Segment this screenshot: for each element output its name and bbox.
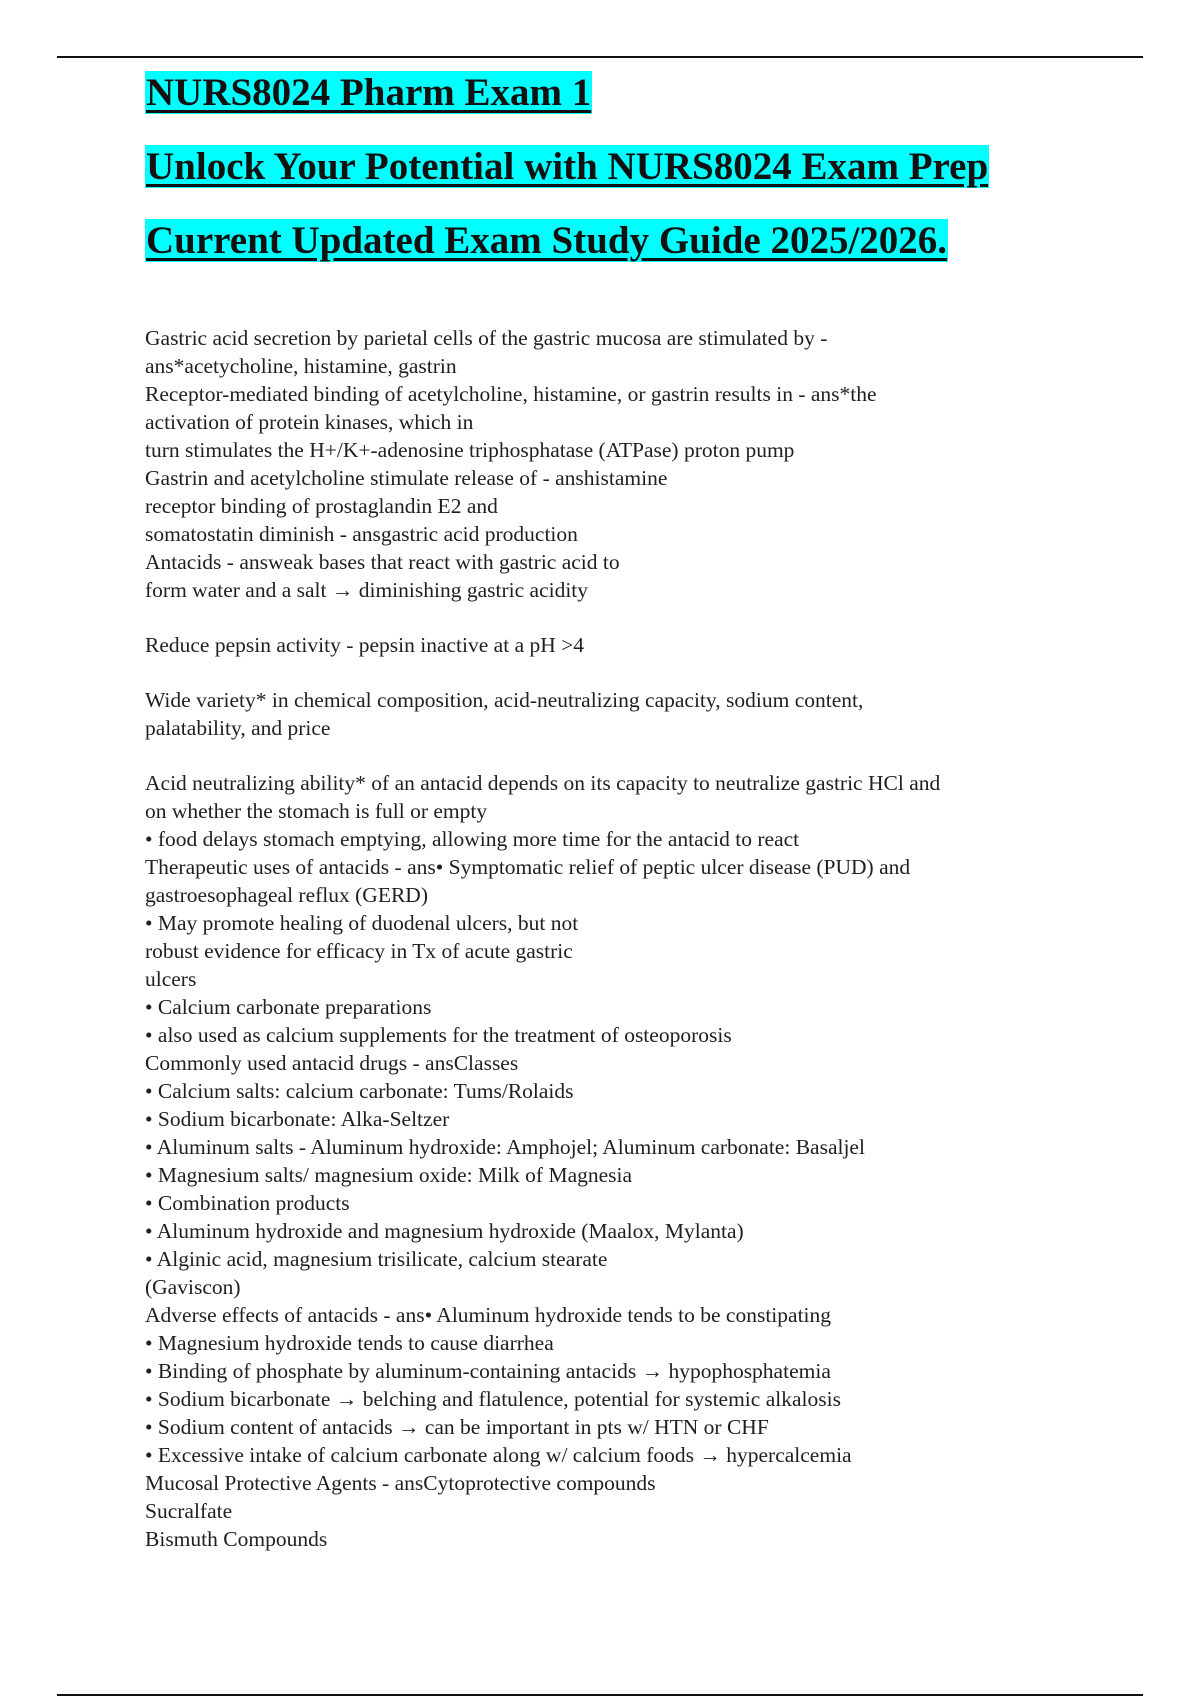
text-line: Bismuth Compounds — [145, 1527, 328, 1551]
text-line: robust evidence for efficacy in Tx of acute gastric — [145, 939, 573, 963]
text-line: • Sodium content of antacids → can be important in pts w/ HTN or CHF — [145, 1415, 769, 1439]
title-line-1 — [145, 68, 1125, 142]
text-line: • May promote healing of duodenal ulcers, but not — [145, 911, 579, 935]
text-line: Antacids - answeak bases that react with gastric acid to — [145, 550, 620, 574]
top-rule — [57, 56, 1143, 58]
text-line: (Gaviscon) — [145, 1275, 241, 1299]
text-line: ulcers — [145, 967, 197, 991]
text-line: Receptor-mediated binding of acetylcholine, histamine, or gastrin results in - ans*the — [145, 382, 877, 406]
document-subtitle-2: Current Updated Exam Study Guide 2025/2026. — [146, 219, 948, 262]
text-line: Gastric acid secretion by parietal cells of the gastric mucosa are stimulated by - — [145, 326, 828, 350]
text-line: • Combination products — [145, 1191, 350, 1215]
text-line: Commonly used antacid drugs - ansClasses — [145, 1051, 519, 1075]
text-line: Wide variety* in chemical composition, acid-neutralizing capacity, sodium content, — [145, 688, 864, 712]
document-title: NURS8024 Pharm Exam 1 — [146, 71, 592, 114]
paragraph-gap — [145, 604, 1075, 631]
text-line: • Aluminum hydroxide and magnesium hydroxide (Maalox, Mylanta) — [145, 1219, 744, 1243]
text-line: • food delays stomach emptying, allowing more time for the antacid to react — [145, 827, 800, 851]
paragraph-gap — [145, 659, 1075, 686]
text-line: Sucralfate — [145, 1499, 233, 1523]
text-line: Gastrin and acetylcholine stimulate release of - anshistamine — [145, 466, 668, 490]
text-line: • Calcium carbonate preparations — [145, 995, 432, 1019]
text-line: • Aluminum salts - Aluminum hydroxide: Amphojel; Aluminum carbonate: Basaljel — [145, 1135, 865, 1159]
text-line: receptor binding of prostaglandin E2 and — [145, 494, 498, 518]
text-line: • also used as calcium supplements for the treatment of osteoporosis — [145, 1023, 732, 1047]
text-line: Acid neutralizing ability* of an antacid depends on its capacity to neutralize gastric HCl and — [145, 771, 941, 795]
study-notes-body — [145, 324, 1075, 1553]
text-line: • Excessive intake of calcium carbonate along w/ calcium foods → hypercalcemia — [145, 1443, 852, 1467]
text-line: • Sodium bicarbonate: Alka-Seltzer — [145, 1107, 450, 1131]
text-line: Mucosal Protective Agents - ansCytoprotective compounds — [145, 1471, 656, 1495]
bottom-rule — [57, 1694, 1143, 1696]
text-line: somatostatin diminish - ansgastric acid production — [145, 522, 578, 546]
text-line: palatability, and price — [145, 716, 331, 740]
document-subtitle: Unlock Your Potential with NURS8024 Exam Prep — [146, 145, 989, 188]
text-line: Adverse effects of antacids - ans• Aluminum hydroxide tends to be constipating — [145, 1303, 832, 1327]
text-line: • Magnesium salts/ magnesium oxide: Milk of Magnesia — [145, 1163, 633, 1187]
text-line: ans*acetycholine, histamine, gastrin — [145, 354, 457, 378]
text-line: on whether the stomach is full or empty — [145, 799, 488, 823]
text-line: • Calcium salts: calcium carbonate: Tums/Rolaids — [145, 1079, 574, 1103]
text-line: Therapeutic uses of antacids - ans• Symptomatic relief of peptic ulcer disease (PUD) and — [145, 855, 911, 879]
text-line: turn stimulates the H+/K+-adenosine triphosphatase (ATPase) proton pump — [145, 438, 795, 462]
text-line: activation of protein kinases, which in — [145, 410, 474, 434]
text-line: • Binding of phosphate by aluminum-containing antacids → hypophosphatemia — [145, 1359, 831, 1383]
title-line-3 — [145, 216, 1125, 290]
text-line: • Alginic acid, magnesium trisilicate, calcium stearate — [145, 1247, 608, 1271]
text-line: • Magnesium hydroxide tends to cause diarrhea — [145, 1331, 554, 1355]
text-line: gastroesophageal reflux (GERD) — [145, 883, 428, 907]
title-line-2 — [145, 142, 1125, 216]
paragraph-gap — [145, 742, 1075, 769]
text-line: Reduce pepsin activity - pepsin inactive at a pH >4 — [145, 633, 585, 657]
text-line: • Sodium bicarbonate → belching and flatulence, potential for systemic alkalosis — [145, 1387, 841, 1411]
text-line: form water and a salt → diminishing gastric acidity — [145, 578, 589, 602]
title-block — [145, 68, 1125, 290]
